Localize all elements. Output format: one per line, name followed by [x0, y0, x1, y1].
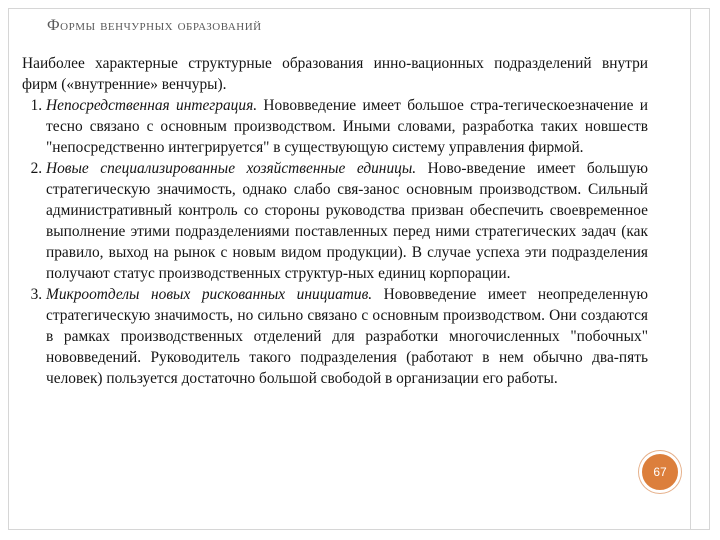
- list-item-heading: Непосредственная интеграция.: [46, 97, 258, 114]
- list-item-text: Ново-введение имеет большую стратегическую значимость, однако слабо свя-занос основным производством. Сильный административный контроль со стороны руководства призван обеспечить своевременное выполнение этими подразделениями поставленных перед ними стратегических задач (как правило, выход на рынок с новым видом продукции). В случае успеха эти подразделения получают статус производственных структур-ных единиц корпорации.: [46, 160, 648, 282]
- page-number-badge: 67: [639, 451, 681, 493]
- slide-body: [22, 53, 648, 389]
- intro-paragraph: Наиболее характерные структурные образования инно-вационных подразделений внутри фирм («внутренние» венчуры).: [22, 55, 648, 93]
- list-item-text: Нововведение имеет большое стра-тегическоезначение и тесно связано с основным производством. Иными словами, разработка таких новшеств "непосредственно интегрируется" в существующую систему управления фирмой.: [46, 97, 648, 156]
- list-item: [46, 284, 648, 389]
- list-item: [46, 158, 648, 284]
- list-item-text: Нововведение имеет неопределенную стратегическую значимость, но сильно связано с основным производством. Они создаются в рамках производственных отделений для разработки многочисленных "побочных" нововведений. Руководитель такого подразделения (работают в нем обычно два-пять человек) пользуется достаточно большой свободой в организации его работы.: [46, 286, 648, 387]
- right-divider: [690, 8, 691, 530]
- slide-title: Формы венчурных образований: [47, 17, 262, 34]
- venture-forms-list: [22, 95, 648, 389]
- list-item: [46, 95, 648, 158]
- list-item-heading: Новые специализированные хозяйственные единицы.: [46, 160, 417, 177]
- list-item-heading: Микроотделы новых рискованных инициатив.: [46, 286, 373, 303]
